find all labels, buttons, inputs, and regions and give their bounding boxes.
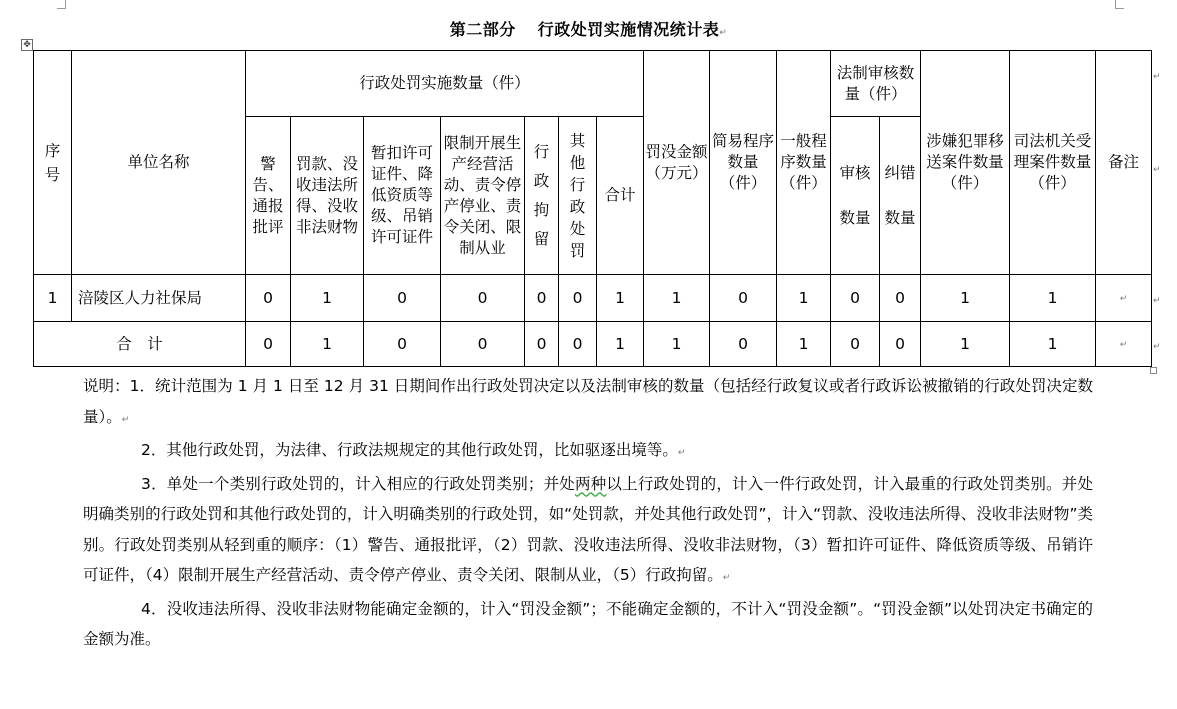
note-3-spellcheck-word: 两种 <box>575 474 607 493</box>
header-detention-char-1: 行 <box>533 142 550 161</box>
header-other-char-5: 处 <box>569 219 586 238</box>
row-end-mark-icon: ↵ <box>1153 342 1161 352</box>
header-seq <box>34 51 72 275</box>
header-other-penalty <box>559 117 597 275</box>
page-corner-mark-right <box>1115 0 1124 9</box>
cell-fine-amount: 1 <box>644 275 710 322</box>
paragraph-mark-icon: ↵ <box>719 28 728 38</box>
cell-other-penalty: 0 <box>559 275 597 322</box>
total-general-procedure: 1 <box>777 322 831 367</box>
table-move-handle-icon[interactable]: ✥ <box>21 39 33 51</box>
total-simple-procedure: 0 <box>710 322 777 367</box>
header-remark: 备注 <box>1096 51 1152 275</box>
header-other-char-2: 他 <box>569 153 586 172</box>
note-3 <box>83 469 1093 594</box>
header-detention-char-2: 政 <box>533 171 550 190</box>
statistics-table <box>33 50 1152 367</box>
table-row <box>34 275 1152 322</box>
note-3-text-c: 以上行政处罚的，计入一件行政处罚，计入最重的行政处罚类别。并处明确类别的行政处罚和其他行政处罚的，计入明确类别的行政处罚，如“处罚款，并处其他行政处罚”，计入“罚款、没收违法所得、没收非法财物”类别。行政处罚类别从轻到重的顺序：（1）警告、通报批评，（2）罚款、没收违法所得、没收非法财物，（3）暂扣许可证件、降低资质等级、吊销许可证件，（4）限制开展生产经营活动、责令停产停业、责令关闭、限制从业，（5）行政拘留。 <box>83 474 1093 584</box>
cell-review-count: 0 <box>831 275 880 322</box>
page-corner-mark-left <box>57 0 66 9</box>
header-crime-transfer: 涉嫌犯罪移送案件数量（件） <box>921 51 1010 275</box>
header-other-char-1: 其 <box>569 131 586 150</box>
table-total-row <box>34 322 1152 367</box>
header-impl-total: 合计 <box>597 117 644 275</box>
row-end-mark-icon: ↵ <box>1153 296 1161 306</box>
row-end-mark-icon: ↵ <box>1153 72 1161 82</box>
header-error-count-line-2: 数量 <box>884 209 916 227</box>
title-name: 行政处罚实施情况统计表 <box>537 20 720 39</box>
note-4 <box>83 594 1093 655</box>
header-general-procedure: 一般程序数量（件） <box>777 51 831 275</box>
cell-general-procedure: 1 <box>777 275 831 322</box>
cell-detention: 0 <box>525 275 559 322</box>
cell-judicial-accept: 1 <box>1010 275 1096 322</box>
paragraph-mark-icon: ↵ <box>1119 294 1128 304</box>
note-3-text-a: 3．单处一个类别行政处罚的，计入相应的行政处罚类别；并处 <box>141 474 576 493</box>
header-business-restriction: 限制开展生产经营活动、责令停产停业、责令关闭、限制从业 <box>441 117 525 275</box>
header-impl-group: 行政处罚实施数量（件） <box>246 51 644 117</box>
header-warning: 警告、通报批评 <box>246 117 291 275</box>
header-seq-char-1: 序 <box>44 141 61 160</box>
paragraph-mark-icon: ↵ <box>121 414 130 425</box>
total-crime-transfer: 1 <box>921 322 1010 367</box>
total-fine-amount: 1 <box>644 322 710 367</box>
note-1 <box>83 371 1093 435</box>
header-legal-review-group: 法制审核数量（件） <box>831 51 921 117</box>
cell-warning: 0 <box>246 275 291 322</box>
header-judicial-accept: 司法机关受理案件数量（件） <box>1010 51 1096 275</box>
total-fine-confiscation: 1 <box>291 322 364 367</box>
row-end-mark-icon: ↵ <box>1153 165 1161 175</box>
cell-simple-procedure: 0 <box>710 275 777 322</box>
header-review-count-line-1: 审核 <box>839 164 871 182</box>
total-review-count: 0 <box>831 322 880 367</box>
paragraph-mark-icon: ↵ <box>677 448 686 458</box>
document-title <box>0 17 1177 40</box>
note-2 <box>83 435 1093 469</box>
header-detention-char-4: 留 <box>533 229 550 248</box>
cell-error-count: 0 <box>880 275 921 322</box>
cell-fine-confiscation: 1 <box>291 275 364 322</box>
header-detention-char-3: 拘 <box>533 200 550 219</box>
header-review-count-line-2: 数量 <box>839 209 871 227</box>
header-error-count-line-1: 纠错 <box>884 164 916 182</box>
total-other-penalty: 0 <box>559 322 597 367</box>
cell-crime-transfer: 1 <box>921 275 1010 322</box>
header-simple-procedure: 简易程序数量（件） <box>710 51 777 275</box>
total-license-suspension: 0 <box>364 322 441 367</box>
paragraph-mark-icon: ↵ <box>1119 340 1128 350</box>
cell-total-label: 合 计 <box>34 322 246 367</box>
total-judicial-accept: 1 <box>1010 322 1096 367</box>
header-unit-name: 单位名称 <box>72 51 246 275</box>
header-fine-amount: 罚没金额（万元） <box>644 51 710 275</box>
header-license-suspension: 暂扣许可证件、降低资质等级、吊销许可证件 <box>364 117 441 275</box>
header-error-count <box>880 117 921 275</box>
note-4-text: 4．没收违法所得、没收非法财物能确定金额的，计入“罚没金额”；不能确定金额的，不计入“罚没金额”。“罚没金额”以处罚决定书确定的金额为准。 <box>83 599 1093 648</box>
total-detention: 0 <box>525 322 559 367</box>
total-impl-total: 1 <box>597 322 644 367</box>
cell-impl-total: 1 <box>597 275 644 322</box>
note-1-text: 说明：1．统计范围为 1 月 1 日至 12 月 31 日期间作出行政处罚决定以及法制审核的数量（包括经行政复议或者行政诉讼被撤销的行政处罚决定数量）。 <box>83 377 1093 426</box>
total-error-count: 0 <box>880 322 921 367</box>
header-other-char-6: 罚 <box>569 241 586 260</box>
cell-business-restriction: 0 <box>441 275 525 322</box>
header-detention <box>525 117 559 275</box>
cell-seq: 1 <box>34 275 72 322</box>
total-warning: 0 <box>246 322 291 367</box>
table-resize-handle[interactable] <box>1150 367 1157 374</box>
header-other-char-3: 行 <box>569 175 586 194</box>
header-other-char-4: 政 <box>569 197 586 216</box>
header-review-count <box>831 117 880 275</box>
total-business-restriction: 0 <box>441 322 525 367</box>
note-2-text: 2．其他行政处罚，为法律、行政法规规定的其他行政处罚，比如驱逐出境等。 <box>141 441 678 459</box>
header-seq-char-2: 号 <box>44 165 61 184</box>
paragraph-mark-icon: ↵ <box>722 573 731 583</box>
header-fine-confiscation: 罚款、没收违法所得、没收非法财物 <box>291 117 364 275</box>
title-part: 第二部分 <box>449 20 516 39</box>
cell-license-suspension: 0 <box>364 275 441 322</box>
notes-section <box>83 371 1093 655</box>
total-remark <box>1096 322 1152 367</box>
cell-remark <box>1096 275 1152 322</box>
cell-unit-name: 涪陵区人力社保局 <box>72 275 246 322</box>
